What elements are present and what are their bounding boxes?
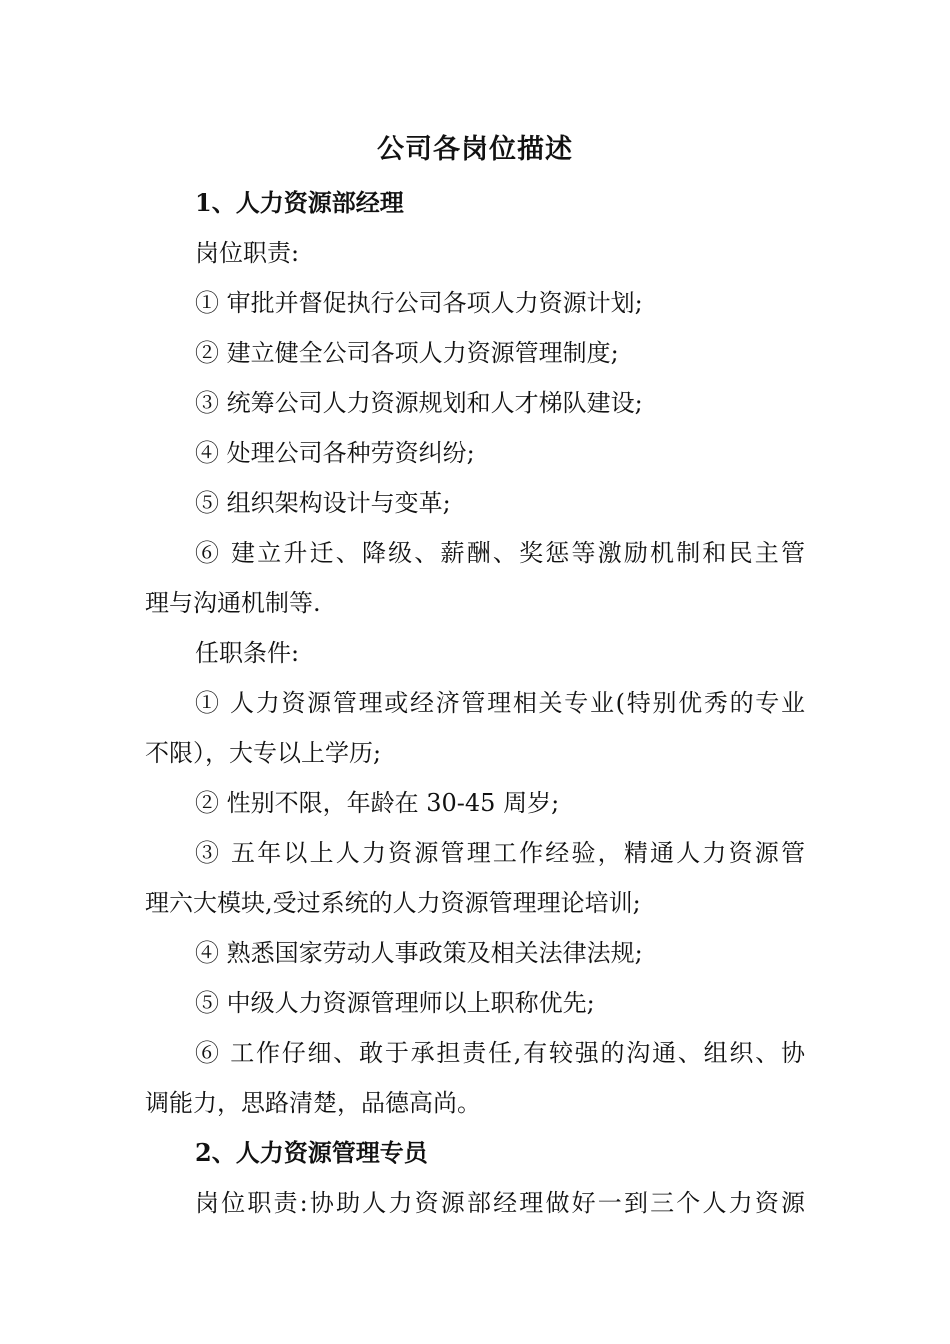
- list-item: ② 性别不限，年龄在 30-45 周岁;: [195, 789, 560, 817]
- document-body: [145, 178, 805, 1228]
- list-item-continuation: 调能力，思路清楚，品德高尚。: [145, 1089, 481, 1117]
- list-item: ⑤ 中级人力资源管理师以上职称优先;: [195, 989, 595, 1017]
- list-item: ① 人力资源管理或经济管理相关专业(特别优秀的专业: [195, 689, 805, 717]
- list-item: ① 审批并督促执行公司各项人力资源计划;: [195, 289, 643, 317]
- list-item: ② 建立健全公司各项人力资源管理制度;: [195, 339, 619, 367]
- list-item: ⑤ 组织架构设计与变革;: [195, 489, 451, 517]
- list-item-continuation: 理六大模块,受过系统的人力资源管理理论培训;: [145, 889, 641, 917]
- list-item: ③ 五年以上人力资源管理工作经验，精通人力资源管: [195, 839, 805, 867]
- list-item-continuation: 理与沟通机制等.: [145, 589, 321, 617]
- list-item: ⑥ 建立升迁、降级、薪酬、奖惩等激励机制和民主管: [195, 539, 805, 567]
- paragraph-line: 岗位职责:: [195, 239, 300, 267]
- page-title: 公司各岗位描述: [377, 134, 573, 165]
- list-item: ④ 处理公司各种劳资纠纷;: [195, 439, 475, 467]
- section-heading: 1、人力资源部经理: [195, 188, 404, 217]
- paragraph-line: 任职条件:: [195, 639, 300, 667]
- section-heading: 2、人力资源管理专员: [195, 1138, 428, 1167]
- list-item-continuation: 不限），大专以上学历;: [145, 739, 382, 767]
- paragraph-line: 岗位职责:协助人力资源部经理做好一到三个人力资源: [195, 1189, 805, 1217]
- list-item: ⑥ 工作仔细、敢于承担责任,有较强的沟通、组织、协: [195, 1039, 805, 1067]
- list-item: ④ 熟悉国家劳动人事政策及相关法律法规;: [195, 939, 643, 967]
- list-item: ③ 统筹公司人力资源规划和人才梯队建设;: [195, 389, 643, 417]
